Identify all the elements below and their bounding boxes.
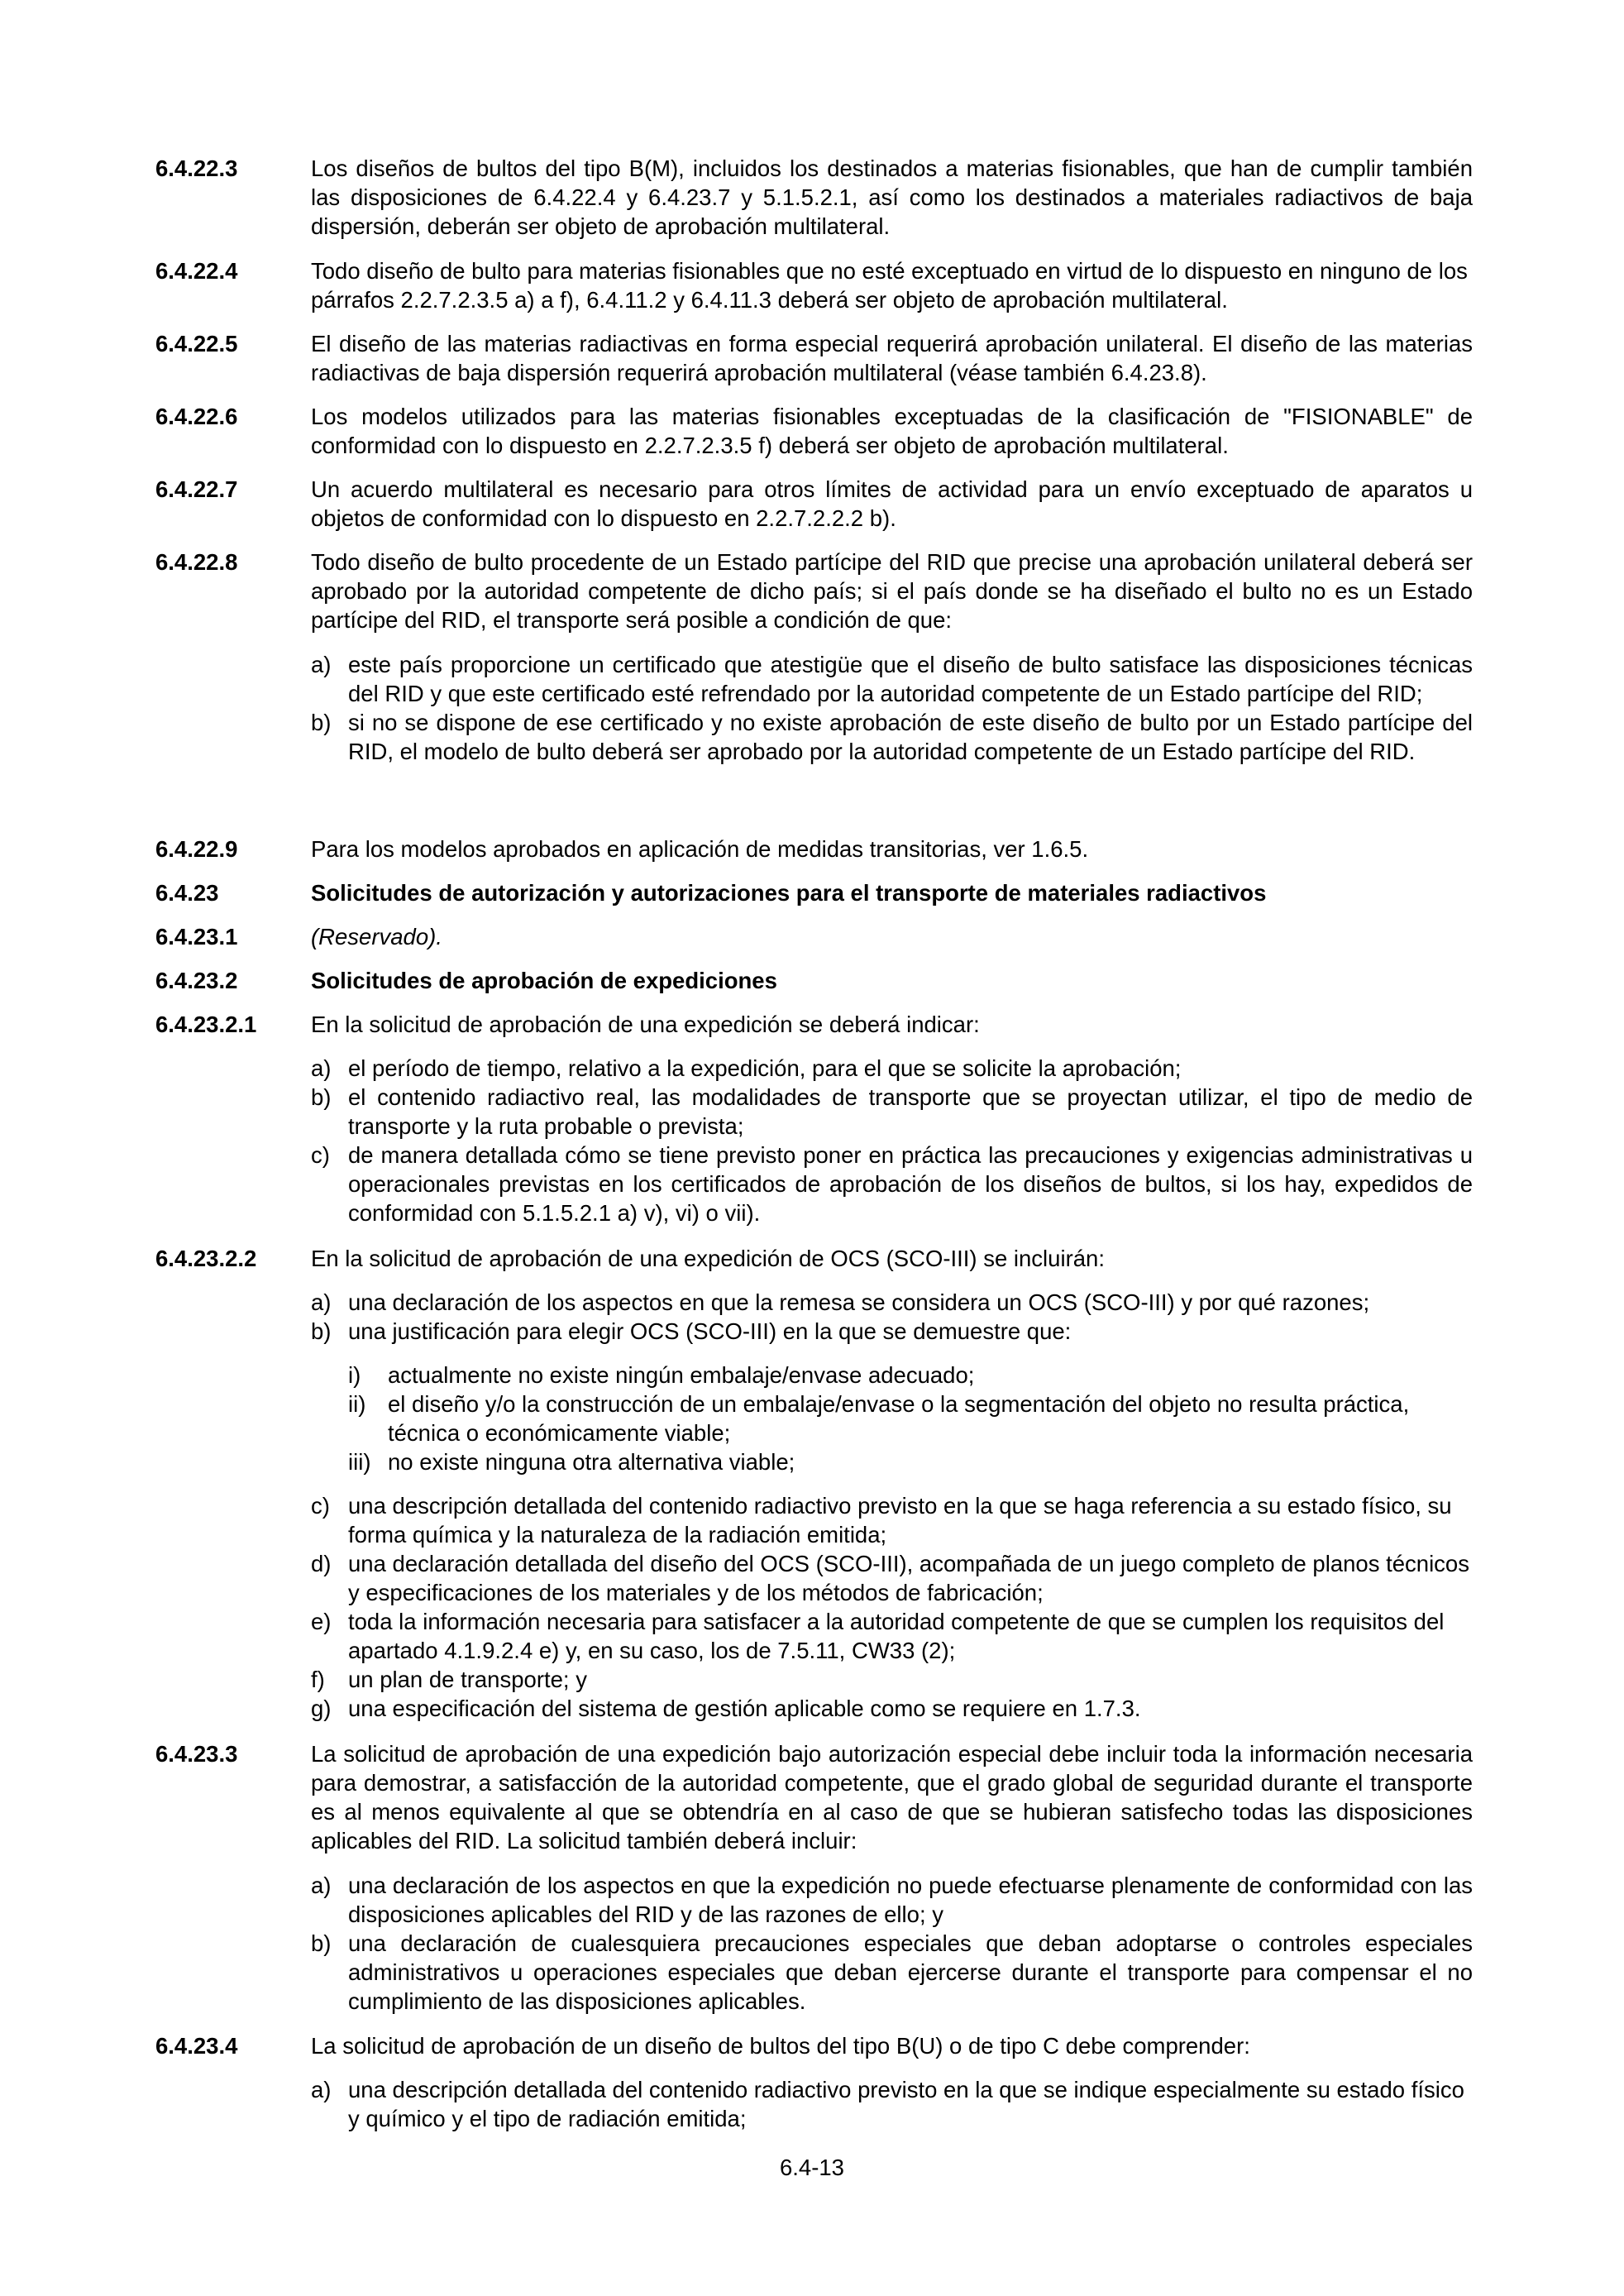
list-item-text: una declaración detallada del diseño del OCS (SCO-III), acompañada de un juego completo de planos técnicos y especificaciones de los materiales y de los métodos de fabricación; xyxy=(348,1551,1469,1605)
section-number: 6.4.23.4 xyxy=(155,2033,238,2059)
section-text: Los modelos utilizados para las materias fisionables exceptuadas de la clasificación de "FISIONABLE" de conformidad con lo dispuesto en 2.2.7.2.3.5 f) deberá ser objeto de aprobación multilateral. xyxy=(311,404,1473,458)
section-heading: Solicitudes de autorización y autorizaciones para el transporte de materiales radiactivos xyxy=(311,880,1267,906)
list-item xyxy=(311,1141,1473,1227)
list-item xyxy=(348,1390,1473,1447)
section-text: La solicitud de aprobación de un diseño de bultos del tipo B(U) o de tipo C debe comprender: xyxy=(311,2033,1250,2059)
list-6-4-23-2-1 xyxy=(311,1054,1473,1227)
section-text: (Reservado). xyxy=(311,924,442,949)
list-item-text: si no se dispone de ese certificado y no existe aprobación de este diseño de bulto por un Estado partícipe del RID, el modelo de bulto deberá ser aprobado por la autoridad competente de un Estado partícipe del RID. xyxy=(348,710,1473,764)
list-item-text: una justificación para elegir OCS (SCO-III) en la que se demuestre que: xyxy=(348,1318,1072,1344)
list-item xyxy=(311,1929,1473,2016)
section-number: 6.4.22.3 xyxy=(155,155,238,181)
list-6-4-23-2-2-ab xyxy=(311,1288,1473,1346)
list-marker: b) xyxy=(311,1084,332,1110)
section-text: Los diseños de bultos del tipo B(M), incluidos los destinados a materias fisionables, que han de cumplir también las disposiciones de 6.4.22.4 y 6.4.23.7 y 5.1.5.2.1, así como los destinados a materiales radiactivos de baja dispersión, deberán ser objeto de aprobación multilateral. xyxy=(311,155,1473,239)
list-item xyxy=(311,650,1473,708)
list-item-text: este país proporcione un certificado que atestigüe que el diseño de bulto satisface las disposiciones técnicas del RID y que este certificado esté refrendado por la autoridad competente de un Estado partícipe del RID; xyxy=(348,652,1473,706)
section-text: El diseño de las materias radiactivas en forma especial requerirá aprobación unilateral. El diseño de las materias radiactivas de baja dispersión requerirá aprobación multilateral (véase también 6.4.23.8). xyxy=(311,331,1473,385)
list-item-text: el diseño y/o la construcción de un embalaje/envase o la segmentación del objeto no resulta práctica, técnica o económicamente viable; xyxy=(388,1391,1410,1446)
list-item-text: una declaración de los aspectos en que la remesa se considera un OCS (SCO-III) y por qué razones; xyxy=(348,1289,1370,1315)
list-6-4-23-2-2-roman xyxy=(348,1361,1473,1476)
list-item-text: una especificación del sistema de gestión aplicable como se requiere en 1.7.3. xyxy=(348,1696,1141,1721)
section-number: 6.4.23.1 xyxy=(155,924,238,949)
list-item-text: actualmente no existe ningún embalaje/envase adecuado; xyxy=(388,1362,975,1388)
list-marker: a) xyxy=(311,652,332,677)
list-item xyxy=(348,1447,1473,1476)
list-item xyxy=(311,1694,1473,1723)
list-6-4-22-8 xyxy=(311,650,1473,766)
list-item xyxy=(311,1054,1473,1083)
list-marker: iii) xyxy=(348,1449,371,1475)
list-marker: a) xyxy=(311,1873,332,1898)
list-item-text: el período de tiempo, relativo a la expedición, para el que se solicite la aprobación; xyxy=(348,1055,1182,1081)
section-text: En la solicitud de aprobación de una expedición de OCS (SCO-III) se incluirán: xyxy=(311,1246,1105,1271)
section-number: 6.4.23.3 xyxy=(155,1741,238,1767)
list-6-4-23-2-2-cg xyxy=(311,1491,1473,1723)
list-item-text: no existe ninguna otra alternativa viable; xyxy=(388,1449,795,1475)
section-number: 6.4.22.9 xyxy=(155,836,238,862)
list-item-text: una declaración de cualesquiera precauciones especiales que deban adoptarse o controles especiales administrativos u operaciones especiales que deban ejercerse durante el transporte para compensar el no cumplimiento de las disposiciones aplicables. xyxy=(348,1930,1473,2014)
list-item-text: una descripción detallada del contenido radiactivo previsto en la que se haga referencia a su estado físico, su forma química y la naturaleza de la radiación emitida; xyxy=(348,1493,1452,1547)
page-number: 6.4-13 xyxy=(780,2155,844,2180)
list-item xyxy=(311,1083,1473,1141)
list-item-text: un plan de transporte; y xyxy=(348,1667,587,1692)
section-heading: Solicitudes de aprobación de expediciones xyxy=(311,968,777,993)
section-number: 6.4.23.2.1 xyxy=(155,1012,257,1037)
list-item xyxy=(311,1288,1473,1317)
list-marker: g) xyxy=(311,1696,332,1721)
list-item-text: una descripción detallada del contenido radiactivo previsto en la que se indique especialmente su estado físico y químico y el tipo de radiación emitida; xyxy=(348,2077,1464,2131)
list-marker: c) xyxy=(311,1142,330,1168)
list-item xyxy=(311,1871,1473,1929)
list-marker: c) xyxy=(311,1493,330,1519)
list-marker: b) xyxy=(311,710,332,735)
section-number: 6.4.22.5 xyxy=(155,331,238,356)
list-item xyxy=(311,1549,1473,1607)
section-number: 6.4.23.2 xyxy=(155,968,238,993)
list-item-text: toda la información necesaria para satisfacer a la autoridad competente de que se cumplen los requisitos del apartado 4.1.9.2.4 e) y, en su caso, los de 7.5.11, CW33 (2); xyxy=(348,1609,1445,1663)
list-item xyxy=(311,1607,1473,1665)
section-text: La solicitud de aprobación de una expedición bajo autorización especial debe incluir toda la información necesaria para demostrar, a satisfacción de la autoridad competente, que el grado global de seguridad durante el transporte es al menos equivalente al que se obtendría en al caso de que se hubieran satisfecho todas las disposiciones aplicables del RID. La solicitud también deberá incluir: xyxy=(311,1741,1473,1854)
list-item xyxy=(311,708,1473,766)
list-item xyxy=(311,2075,1473,2133)
list-marker: a) xyxy=(311,2077,332,2102)
section-text: Todo diseño de bulto procedente de un Estado partícipe del RID que precise una aprobación unilateral deberá ser aprobado por la autoridad competente de dicho país; si el país donde se ha diseñado el bulto no es un Estado partícipe del RID, el transporte será posible a condición de que: xyxy=(311,549,1473,633)
section-number: 6.4.23 xyxy=(155,880,219,906)
list-marker: i) xyxy=(348,1362,361,1388)
list-item-text: de manera detallada cómo se tiene previsto poner en práctica las precauciones y exigencias administrativas u operacionales previstas en los certificados de aprobación de los diseños de bultos, si los hay, expedidos de conformidad con 5.1.5.2.1 a) v), vi) o vii). xyxy=(348,1142,1473,1226)
list-marker: ii) xyxy=(348,1391,366,1417)
section-text: Para los modelos aprobados en aplicación de medidas transitorias, ver 1.6.5. xyxy=(311,836,1089,862)
list-item-text: una declaración de los aspectos en que la expedición no puede efectuarse plenamente de conformidad con las disposiciones aplicables del RID y de las razones de ello; y xyxy=(348,1873,1473,1927)
list-item xyxy=(311,1491,1473,1549)
list-item xyxy=(311,1317,1473,1346)
list-6-4-23-3 xyxy=(311,1871,1473,2016)
list-marker: b) xyxy=(311,1318,332,1344)
section-number: 6.4.22.8 xyxy=(155,549,238,575)
list-marker: b) xyxy=(311,1930,332,1956)
section-text: En la solicitud de aprobación de una expedición se deberá indicar: xyxy=(311,1012,980,1037)
list-marker: f) xyxy=(311,1667,325,1692)
list-marker: a) xyxy=(311,1055,332,1081)
list-marker: d) xyxy=(311,1551,332,1576)
section-number: 6.4.22.7 xyxy=(155,476,238,502)
list-item-text: el contenido radiactivo real, las modalidades de transporte que se proyectan utilizar, el tipo de medio de transporte y la ruta probable o prevista; xyxy=(348,1084,1473,1139)
list-6-4-23-4 xyxy=(311,2075,1473,2133)
section-text: Un acuerdo multilateral es necesario para otros límites de actividad para un envío exceptuado de aparatos u objetos de conformidad con lo dispuesto en 2.2.7.2.2.2 b). xyxy=(311,476,1473,531)
section-number: 6.4.22.6 xyxy=(155,404,238,429)
section-number: 6.4.23.2.2 xyxy=(155,1246,257,1271)
section-number: 6.4.22.4 xyxy=(155,258,238,284)
list-marker: a) xyxy=(311,1289,332,1315)
list-marker: e) xyxy=(311,1609,332,1634)
list-item xyxy=(311,1665,1473,1694)
section-text: Todo diseño de bulto para materias fisionables que no esté exceptuado en virtud de lo dispuesto en ninguno de los párrafos 2.2.7.2.3.5 a) a f), 6.4.11.2 y 6.4.11.3 deberá ser objeto de aprobación multilateral. xyxy=(311,258,1468,313)
list-item xyxy=(348,1361,1473,1390)
